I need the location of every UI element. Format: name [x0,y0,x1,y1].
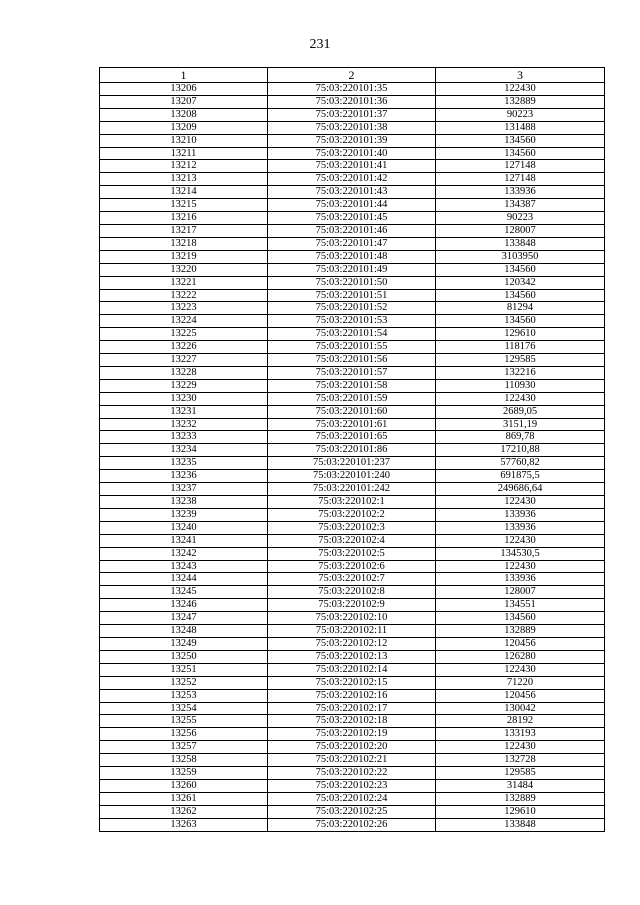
cadastral-number-cell: 75:03:220102:14 [268,663,436,676]
table-row [100,250,605,263]
cadastral-number-cell: 75:03:220101:48 [268,250,436,263]
row-number-cell: 13229 [100,379,268,392]
table-row [100,173,605,186]
cadastral-number-cell: 75:03:220102:22 [268,767,436,780]
value-cell: 120342 [436,276,605,289]
cadastral-number-cell: 75:03:220101:57 [268,366,436,379]
value-cell: 129610 [436,805,605,818]
cadastral-number-cell: 75:03:220101:86 [268,444,436,457]
table-row [100,663,605,676]
value-cell: 122430 [436,560,605,573]
row-number-cell: 13259 [100,767,268,780]
value-cell: 691875,5 [436,470,605,483]
cadastral-number-cell: 75:03:220101:43 [268,186,436,199]
table-row [100,457,605,470]
cadastral-number-cell: 75:03:220101:53 [268,315,436,328]
row-number-cell: 13248 [100,625,268,638]
table-row [100,405,605,418]
cadastral-number-cell: 75:03:220102:19 [268,728,436,741]
cadastral-number-cell: 75:03:220101:61 [268,418,436,431]
cadastral-number-cell: 75:03:220102:11 [268,625,436,638]
row-number-cell: 13230 [100,392,268,405]
row-number-cell: 13210 [100,134,268,147]
value-cell: 132216 [436,366,605,379]
cadastral-number-cell: 75:03:220101:39 [268,134,436,147]
value-cell: 122430 [436,534,605,547]
row-number-cell: 13228 [100,366,268,379]
row-number-cell: 13223 [100,302,268,315]
value-cell: 134560 [436,289,605,302]
cadastral-number-cell: 75:03:220102:6 [268,560,436,573]
table-row [100,315,605,328]
table-row [100,444,605,457]
value-cell: 110930 [436,379,605,392]
value-cell: 129585 [436,354,605,367]
cadastral-number-cell: 75:03:220101:59 [268,392,436,405]
cadastral-number-cell: 75:03:220101:55 [268,341,436,354]
value-cell: 131488 [436,121,605,134]
cadastral-number-cell: 75:03:220101:38 [268,121,436,134]
table-row [100,483,605,496]
cadastral-number-cell: 75:03:220102:25 [268,805,436,818]
value-cell: 132889 [436,95,605,108]
value-cell: 133936 [436,521,605,534]
cadastral-number-cell: 75:03:220101:56 [268,354,436,367]
cadastral-number-cell: 75:03:220101:37 [268,108,436,121]
cadastral-number-cell: 75:03:220101:52 [268,302,436,315]
table-row [100,779,605,792]
table-row [100,508,605,521]
row-number-cell: 13250 [100,650,268,663]
value-cell: 249686,64 [436,483,605,496]
row-number-cell: 13225 [100,328,268,341]
value-cell: 130042 [436,702,605,715]
table-row [100,547,605,560]
value-cell: 133936 [436,186,605,199]
value-cell: 134560 [436,612,605,625]
value-cell: 28192 [436,715,605,728]
table-row [100,767,605,780]
row-number-cell: 13244 [100,573,268,586]
value-cell: 122430 [436,392,605,405]
row-number-cell: 13240 [100,521,268,534]
cadastral-number-cell: 75:03:220102:3 [268,521,436,534]
value-cell: 128007 [436,224,605,237]
value-cell: 120456 [436,689,605,702]
row-number-cell: 13239 [100,508,268,521]
table-row [100,818,605,831]
row-number-cell: 13218 [100,237,268,250]
table-row [100,354,605,367]
cadastral-number-cell: 75:03:220102:2 [268,508,436,521]
cadastral-number-cell: 75:03:220102:7 [268,573,436,586]
cadastral-number-cell: 75:03:220102:4 [268,534,436,547]
cadastral-number-cell: 75:03:220102:9 [268,599,436,612]
table-row [100,637,605,650]
column-header-2: 2 [268,68,436,83]
table-row [100,276,605,289]
table-row [100,676,605,689]
row-number-cell: 13211 [100,147,268,160]
table-row [100,534,605,547]
row-number-cell: 13220 [100,263,268,276]
value-cell: 3151,19 [436,418,605,431]
row-number-cell: 13252 [100,676,268,689]
value-cell: 122430 [436,496,605,509]
cadastral-number-cell: 75:03:220101:44 [268,199,436,212]
row-number-cell: 13258 [100,754,268,767]
value-cell: 122430 [436,83,605,96]
table-row [100,212,605,225]
value-cell: 3103950 [436,250,605,263]
row-number-cell: 13214 [100,186,268,199]
row-number-cell: 13206 [100,83,268,96]
table-row [100,470,605,483]
row-number-cell: 13238 [100,496,268,509]
table-row [100,224,605,237]
value-cell: 133848 [436,237,605,250]
table-row [100,625,605,638]
table-row [100,792,605,805]
cadastral-number-cell: 75:03:220101:49 [268,263,436,276]
row-number-cell: 13263 [100,818,268,831]
row-number-cell: 13253 [100,689,268,702]
row-number-cell: 13227 [100,354,268,367]
value-cell: 869,78 [436,431,605,444]
table-row [100,586,605,599]
row-number-cell: 13251 [100,663,268,676]
value-cell: 126280 [436,650,605,663]
table-row [100,366,605,379]
value-cell: 120456 [436,637,605,650]
row-number-cell: 13212 [100,160,268,173]
row-number-cell: 13247 [100,612,268,625]
row-number-cell: 13255 [100,715,268,728]
row-number-cell: 13232 [100,418,268,431]
table-row [100,612,605,625]
value-cell: 118176 [436,341,605,354]
cadastral-number-cell: 75:03:220101:242 [268,483,436,496]
cadastral-number-cell: 75:03:220101:60 [268,405,436,418]
value-cell: 134551 [436,599,605,612]
row-number-cell: 13260 [100,779,268,792]
row-number-cell: 13262 [100,805,268,818]
value-cell: 122430 [436,663,605,676]
row-number-cell: 13234 [100,444,268,457]
row-number-cell: 13257 [100,741,268,754]
table-row [100,289,605,302]
table-row [100,160,605,173]
cadastral-number-cell: 75:03:220101:47 [268,237,436,250]
row-number-cell: 13221 [100,276,268,289]
column-header-1: 1 [100,68,268,83]
row-number-cell: 13242 [100,547,268,560]
row-number-cell: 13236 [100,470,268,483]
value-cell: 133936 [436,573,605,586]
table-row [100,341,605,354]
value-cell: 134530,5 [436,547,605,560]
value-cell: 132889 [436,625,605,638]
table-row [100,741,605,754]
cadastral-number-cell: 75:03:220102:12 [268,637,436,650]
row-number-cell: 13213 [100,173,268,186]
value-cell: 17210,88 [436,444,605,457]
row-number-cell: 13219 [100,250,268,263]
cadastral-number-cell: 75:03:220101:40 [268,147,436,160]
table-row [100,599,605,612]
cadastral-number-cell: 75:03:220102:5 [268,547,436,560]
table-row [100,431,605,444]
table-row [100,715,605,728]
cadastral-number-cell: 75:03:220101:54 [268,328,436,341]
cadastral-number-cell: 75:03:220101:51 [268,289,436,302]
table-row [100,521,605,534]
header-row [100,68,605,83]
table-row [100,560,605,573]
cadastral-number-cell: 75:03:220102:24 [268,792,436,805]
cadastral-number-cell: 75:03:220102:26 [268,818,436,831]
row-number-cell: 13237 [100,483,268,496]
cadastral-number-cell: 75:03:220101:36 [268,95,436,108]
value-cell: 128007 [436,586,605,599]
table-row [100,302,605,315]
table-row [100,186,605,199]
value-cell: 127148 [436,160,605,173]
value-cell: 133848 [436,818,605,831]
cadastral-number-cell: 75:03:220102:18 [268,715,436,728]
table-row [100,379,605,392]
cadastral-number-cell: 75:03:220102:10 [268,612,436,625]
value-cell: 90223 [436,212,605,225]
table-row [100,805,605,818]
row-number-cell: 13233 [100,431,268,444]
value-cell: 133936 [436,508,605,521]
cadastral-number-cell: 75:03:220102:13 [268,650,436,663]
data-table [99,67,605,832]
table-row [100,95,605,108]
cadastral-number-cell: 75:03:220102:1 [268,496,436,509]
value-cell: 57760,82 [436,457,605,470]
row-number-cell: 13261 [100,792,268,805]
table-row [100,650,605,663]
value-cell: 71220 [436,676,605,689]
page-number: 231 [309,37,331,52]
table-row [100,754,605,767]
cadastral-number-cell: 75:03:220101:65 [268,431,436,444]
row-number-cell: 13208 [100,108,268,121]
table-row [100,328,605,341]
row-number-cell: 13231 [100,405,268,418]
value-cell: 134560 [436,147,605,160]
table-row [100,83,605,96]
value-cell: 132728 [436,754,605,767]
cadastral-number-cell: 75:03:220101:237 [268,457,436,470]
value-cell: 134560 [436,315,605,328]
table-row [100,496,605,509]
table-row [100,689,605,702]
row-number-cell: 13235 [100,457,268,470]
row-number-cell: 13207 [100,95,268,108]
value-cell: 90223 [436,108,605,121]
value-cell: 133193 [436,728,605,741]
row-number-cell: 13217 [100,224,268,237]
value-cell: 134387 [436,199,605,212]
row-number-cell: 13209 [100,121,268,134]
table-row [100,108,605,121]
row-number-cell: 13222 [100,289,268,302]
table-row [100,134,605,147]
table-row [100,418,605,431]
cadastral-number-cell: 75:03:220101:35 [268,83,436,96]
cadastral-number-cell: 75:03:220102:15 [268,676,436,689]
column-header-3: 3 [436,68,605,83]
value-cell: 134560 [436,263,605,276]
cadastral-number-cell: 75:03:220101:240 [268,470,436,483]
value-cell: 127148 [436,173,605,186]
cadastral-number-cell: 75:03:220102:16 [268,689,436,702]
value-cell: 31484 [436,779,605,792]
row-number-cell: 13254 [100,702,268,715]
cadastral-number-cell: 75:03:220102:17 [268,702,436,715]
row-number-cell: 13241 [100,534,268,547]
table-row [100,263,605,276]
value-cell: 129610 [436,328,605,341]
row-number-cell: 13246 [100,599,268,612]
table-row [100,702,605,715]
row-number-cell: 13226 [100,341,268,354]
cadastral-number-cell: 75:03:220102:8 [268,586,436,599]
cadastral-number-cell: 75:03:220101:45 [268,212,436,225]
table-row [100,199,605,212]
table-row [100,237,605,250]
row-number-cell: 13249 [100,637,268,650]
table-row [100,573,605,586]
row-number-cell: 13243 [100,560,268,573]
cadastral-number-cell: 75:03:220102:23 [268,779,436,792]
value-cell: 81294 [436,302,605,315]
cadastral-number-cell: 75:03:220101:42 [268,173,436,186]
table-row [100,121,605,134]
row-number-cell: 13245 [100,586,268,599]
cadastral-number-cell: 75:03:220101:46 [268,224,436,237]
value-cell: 122430 [436,741,605,754]
value-cell: 2689,05 [436,405,605,418]
cadastral-number-cell: 75:03:220101:50 [268,276,436,289]
cadastral-number-cell: 75:03:220101:41 [268,160,436,173]
row-number-cell: 13256 [100,728,268,741]
table-row [100,392,605,405]
value-cell: 129585 [436,767,605,780]
cadastral-number-cell: 75:03:220102:21 [268,754,436,767]
cadastral-number-cell: 75:03:220101:58 [268,379,436,392]
row-number-cell: 13224 [100,315,268,328]
table-row [100,147,605,160]
value-cell: 134560 [436,134,605,147]
cadastral-number-cell: 75:03:220102:20 [268,741,436,754]
row-number-cell: 13216 [100,212,268,225]
table-body [100,83,605,832]
row-number-cell: 13215 [100,199,268,212]
value-cell: 132889 [436,792,605,805]
table-row [100,728,605,741]
